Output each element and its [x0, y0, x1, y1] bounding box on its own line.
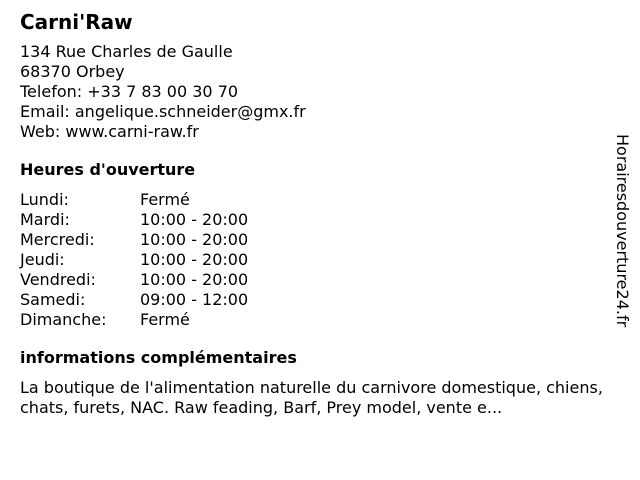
hours-row	[20, 270, 620, 290]
website-link[interactable]: www.carni-raw.fr	[65, 122, 199, 141]
hours-time: 10:00 - 20:00	[140, 250, 249, 269]
additional-info-heading: informations complémentaires	[20, 348, 297, 367]
hours-time: 10:00 - 20:00	[140, 210, 249, 229]
hours-day: Samedi:	[20, 290, 86, 309]
email-address[interactable]: angelique.schneider@gmx.fr	[74, 102, 306, 121]
hours-time: Fermé	[140, 190, 190, 209]
address-line-2: 68370 Orbey	[20, 62, 125, 81]
hours-day: Mardi:	[20, 210, 70, 229]
hours-day: Lundi:	[20, 190, 69, 209]
hours-row	[20, 210, 620, 230]
hours-row	[20, 290, 620, 310]
hours-day: Jeudi:	[20, 250, 65, 269]
hours-time: 10:00 - 20:00	[140, 230, 249, 249]
hours-day: Mercredi:	[20, 230, 95, 249]
hours-day: Dimanche:	[20, 310, 107, 329]
email-line	[20, 102, 620, 122]
phone-number[interactable]: +33 7 83 00 30 70	[87, 82, 239, 101]
hours-time: Fermé	[140, 310, 190, 329]
hours-row	[20, 230, 620, 250]
web-line	[20, 122, 620, 142]
web-label: Web:	[20, 122, 61, 141]
hours-row	[20, 310, 620, 330]
address-line-1: 134 Rue Charles de Gaulle	[20, 42, 233, 61]
phone-label: Telefon:	[20, 82, 83, 101]
opening-hours-heading: Heures d'ouverture	[20, 160, 196, 179]
business-card	[20, 8, 620, 418]
site-watermark: Horairesdouverture24.fr	[613, 134, 632, 328]
hours-day: Vendredi:	[20, 270, 96, 289]
business-name: Carni'Raw	[20, 10, 133, 34]
opening-hours-table	[20, 190, 620, 330]
hours-row	[20, 190, 620, 210]
email-label: Email:	[20, 102, 70, 121]
additional-info-text: La boutique de l'alimentation naturelle du carnivore domestique, chiens, chats, furets, NAC. Raw feading, Barf, Prey model, vente e...	[20, 378, 603, 417]
hours-time: 09:00 - 12:00	[140, 290, 249, 309]
hours-row	[20, 250, 620, 270]
hours-time: 10:00 - 20:00	[140, 270, 249, 289]
phone-line	[20, 82, 620, 102]
